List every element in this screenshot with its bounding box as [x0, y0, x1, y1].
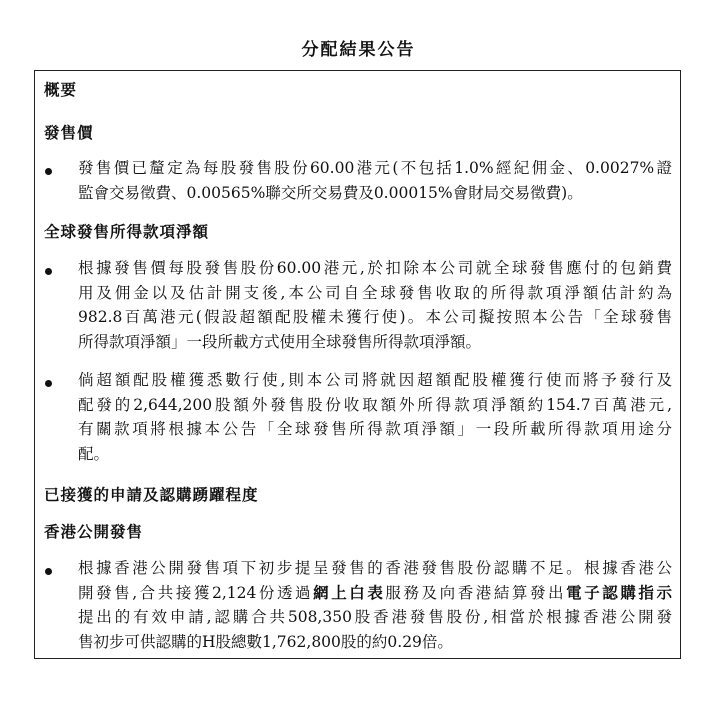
summary-heading: 概要 [44, 80, 78, 99]
text-line: 982.8百萬港元(假設超額配股權未獲行使)。本公司擬按照本公告「全球發售 [78, 308, 672, 326]
text-line: 配發的2,644,200股額外發售股份收取額外所得款項淨額約154.7百萬港元, [78, 395, 672, 414]
offer-price-paragraph [78, 156, 672, 205]
text-line: 配。 [78, 444, 110, 463]
text-line: 監會交易徵費、0.00565%聯交所交易費及0.00015%會財局交易徵費)。 [78, 183, 583, 202]
applications-heading: 已接獲的申請及認購踴躍程度 [44, 485, 259, 504]
hk-public-offering-paragraph [78, 556, 672, 654]
text-line: 所得款項淨額」一段所載方式使用全球發售所得款項淨額。 [78, 332, 482, 351]
text-line: 根據香港公開發售項下初步提呈發售的香港發售股份認購不足。根據香港公 [78, 559, 672, 577]
net-proceeds-paragraph-2 [78, 368, 672, 466]
bullet-icon [45, 568, 52, 575]
text-line: 發售價已釐定為每股發售股份60.00港元(不包括1.0%經紀佣金、0.0027%證 [78, 159, 672, 177]
page-title: 分配結果公告 [301, 40, 416, 60]
text-line [78, 581, 672, 606]
text-run: 服務及向香港結算發出 [385, 583, 567, 602]
summary-box [34, 70, 681, 659]
white-form-term: 網上白表 [313, 582, 386, 602]
text-run: 開發售,合共接獲2,124份透過 [78, 583, 314, 602]
net-proceeds-heading: 全球發售所得款項淨額 [44, 222, 210, 241]
hk-public-offering-heading: 香港公開發售 [44, 522, 144, 541]
offer-price-heading: 發售價 [44, 123, 94, 142]
bullet-icon [45, 380, 52, 387]
text-line: 有關款項將根據本公告「全球發售所得款項淨額」一段所載所得款項用途分 [78, 420, 672, 438]
text-line: 售初步可供認購的H股總數1,762,800股的約0.29倍。 [78, 632, 453, 651]
bullet-icon [45, 268, 52, 275]
bullet-icon [45, 168, 52, 175]
net-proceeds-paragraph-1 [78, 256, 672, 354]
text-line: 倘超額配股權獲悉數行使,則本公司將就因超額配股權獲行使而將予發行及 [78, 371, 672, 389]
text-line: 根據發售價每股發售股份60.00港元,於扣除本公司就全球發售應付的包銷費 [78, 259, 672, 277]
text-line: 用及佣金以及估計開支後,本公司自全球發售收取的所得款項淨額估計約為 [78, 283, 672, 302]
electronic-instruction-term: 電子認購指示 [566, 582, 672, 602]
text-line: 提出的有效申請,認購合共508,350股香港發售股份,相當於根據香港公開發 [78, 608, 672, 626]
